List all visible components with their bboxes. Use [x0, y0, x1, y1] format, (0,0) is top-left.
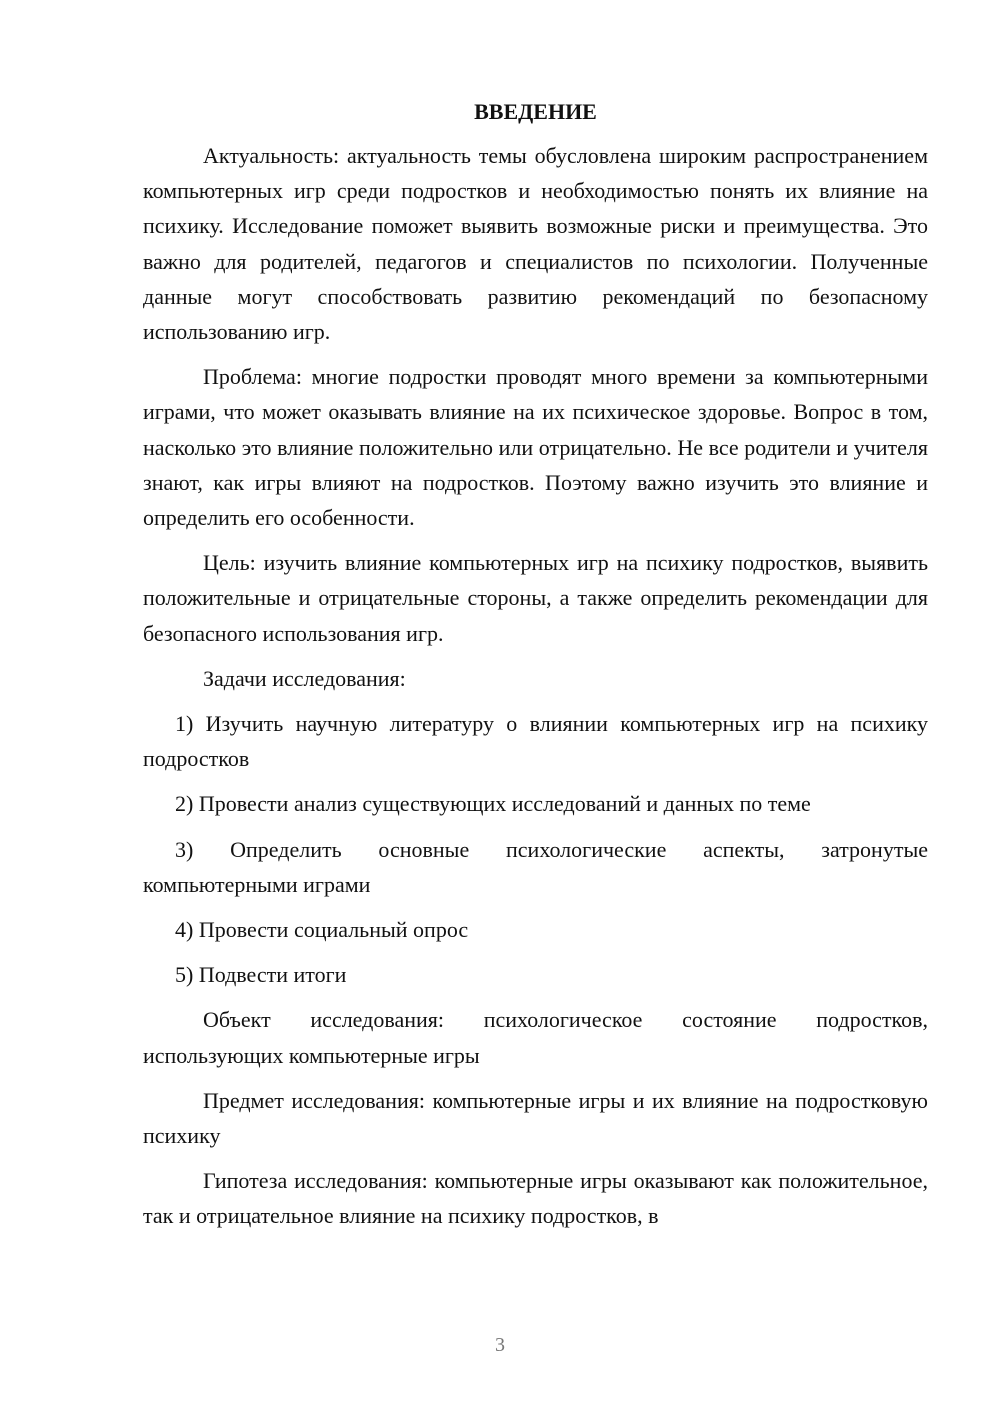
- paragraph-relevance: Актуальность: актуальность темы обусловлена широким распространением компьютерных игр среди подростков и необходимостью понять их влияние на психику. Исследование поможет выявить возможные риски и преимущества. Это важно для родителей, педагогов и специалистов по психологии. Полученные данные могут способствовать развитию рекомендаций по безопасному использованию игр.: [143, 143, 928, 345]
- task-item-4: 4) Провести социальный опрос: [175, 917, 469, 943]
- paragraph-goal: Цель: изучить влияние компьютерных игр на психику подростков, выявить положительные и отрицательные стороны, а также определить рекомендации для безопасного использования игр.: [143, 550, 928, 646]
- task-item-2: 2) Провести анализ существующих исследований и данных по теме: [175, 791, 811, 817]
- task-item-3: 3) Определить основные психологические аспекты, затронутые компьютерными играми: [143, 836, 928, 897]
- page-content: [143, 94, 928, 1244]
- paragraph-object: Объект исследования: психологическое состояние подростков, использующих компьютерные игры: [143, 1007, 928, 1068]
- task-item-1: 1) Изучить научную литературу о влиянии компьютерных игр на психику подростков: [143, 711, 928, 772]
- paragraph-hypothesis: Гипотеза исследования: компьютерные игры оказывают как положительное, так и отрицательное влияние на психику подростков, в: [143, 1168, 928, 1229]
- paragraph-problem: Проблема: многие подростки проводят много времени за компьютерными играми, что может оказывать влияние на их психическое здоровье. Вопрос в том, насколько это влияние положительно или отрицательно. Не все родители и учителя знают, как игры влияют на подростков. Поэтому важно изучить это влияние и определить его особенности.: [143, 364, 928, 531]
- page-heading: ВВЕДЕНИЕ: [474, 99, 597, 124]
- tasks-label: Задачи исследования:: [203, 665, 406, 691]
- paragraph-subject: Предмет исследования: компьютерные игры и их влияние на подростковую психику: [143, 1087, 928, 1149]
- task-item-5: 5) Подвести итоги: [175, 962, 347, 988]
- page-number: 3: [495, 1334, 505, 1356]
